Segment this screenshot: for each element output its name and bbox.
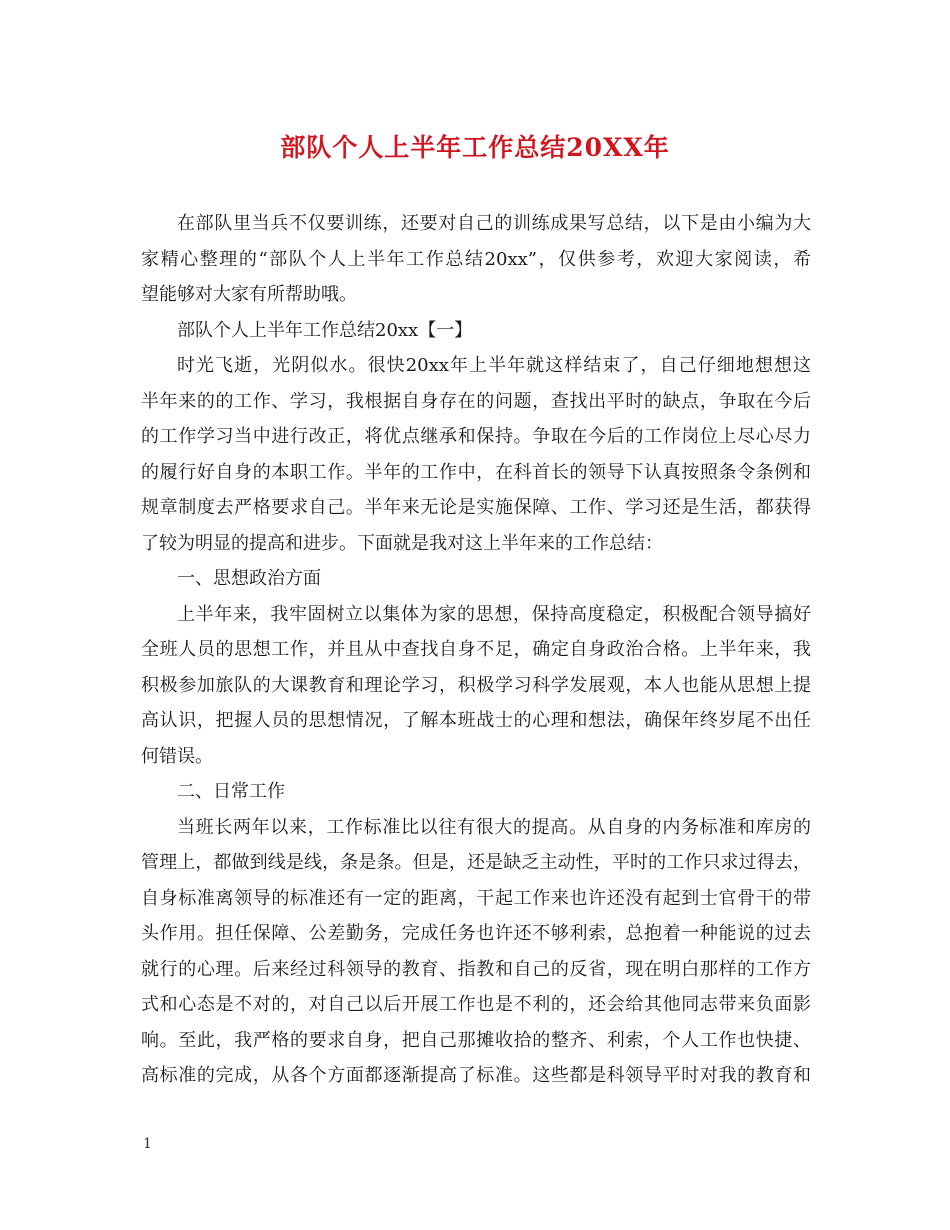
paragraph-line: 积极参加旅队的大课教育和理论学习，积极学习科学发展观，本人也能从思想上提 — [141, 674, 811, 696]
paragraph-line: 望能够对大家有所帮助哦。 — [141, 284, 357, 305]
paragraph-line: 了较为明显的提高和进步。下面就是我对这上半年来的工作总结： — [141, 532, 663, 554]
paragraph-line: 半年来的的工作、学习，我根据自身存在的问题，查找出平时的缺点，争取在今后 — [141, 390, 811, 412]
paragraph-line: 当班长两年以来，工作标准比以往有很大的提高。从自身的内务标准和库房的 — [177, 816, 811, 838]
paragraph-line: 在部队里当兵不仅要训练，还要对自己的训练成果写总结，以下是由小编为大 — [177, 213, 811, 234]
paragraph-line: 高认识，把握人员的思想情况，了解本班战士的心理和想法，确保年终岁尾不出任 — [141, 710, 811, 731]
section-heading: 一、思想政治方面 — [177, 568, 321, 589]
paragraph-line: 自身标准离领导的标准还有一定的距离，干起工作来也许还没有起到士官骨干的带 — [141, 887, 811, 909]
paragraph-line: 式和心态是不对的，对自己以后开展工作也是不利的，还会给其他同志带来负面影 — [141, 994, 811, 1015]
paragraph-line: 规章制度去严格要求自己。半年来无论是实施保障、工作、学习还是生活，都获得 — [141, 497, 811, 518]
paragraph-line: 的工作学习当中进行改正，将优点继承和保持。争取在今后的工作岗位上尽心尽力 — [141, 426, 811, 447]
paragraph-line: 头作用。担任保障、公差勤务，完成任务也许还不够利索，总抱着一种能说的过去 — [141, 923, 811, 944]
paragraph-line: 何错误。 — [141, 745, 213, 767]
paragraph-line: 时光飞逝，光阴似水。很快20xx年上半年就这样结束了，自己仔细地想想这 — [177, 355, 811, 376]
paragraph-line: 家精心整理的“部队个人上半年工作总结20xx”，仅供参考，欢迎大家阅读，希 — [141, 248, 811, 270]
paragraph-line: 全班人员的思想工作，并且从中查找自身不足，确定自身政治合格。上半年来，我 — [141, 639, 811, 660]
paragraph-line: 的履行好自身的本职工作。半年的工作中，在科首长的领导下认真按照条令条例和 — [141, 461, 811, 483]
document-body — [141, 206, 811, 1094]
paragraph-line: 响。至此，我严格的要求自身，把自己那摊收拾的整齐、利索，个人工作也快捷、 — [141, 1029, 811, 1051]
paragraph-line: 管理上，都做到线是线，条是条。但是，还是缺乏主动性，平时的工作只求过得去， — [141, 852, 811, 873]
document-title: 部队个人上半年工作总结20XX年 — [280, 133, 670, 162]
section-heading: 二、日常工作 — [177, 781, 285, 802]
paragraph-line: 上半年来，我牢固树立以集体为家的思想，保持高度稳定，积极配合领导搞好 — [177, 603, 811, 625]
paragraph-line: 高标准的完成，从各个方面都逐渐提高了标准。这些都是科领导平时对我的教育和 — [141, 1065, 811, 1086]
page-number: 1 — [143, 1136, 152, 1152]
section-heading: 部队个人上半年工作总结20xx【一】 — [177, 319, 473, 341]
paragraph-line: 就行的心理。后来经过科领导的教育、指教和自己的反省，现在明白那样的工作方 — [141, 958, 811, 980]
